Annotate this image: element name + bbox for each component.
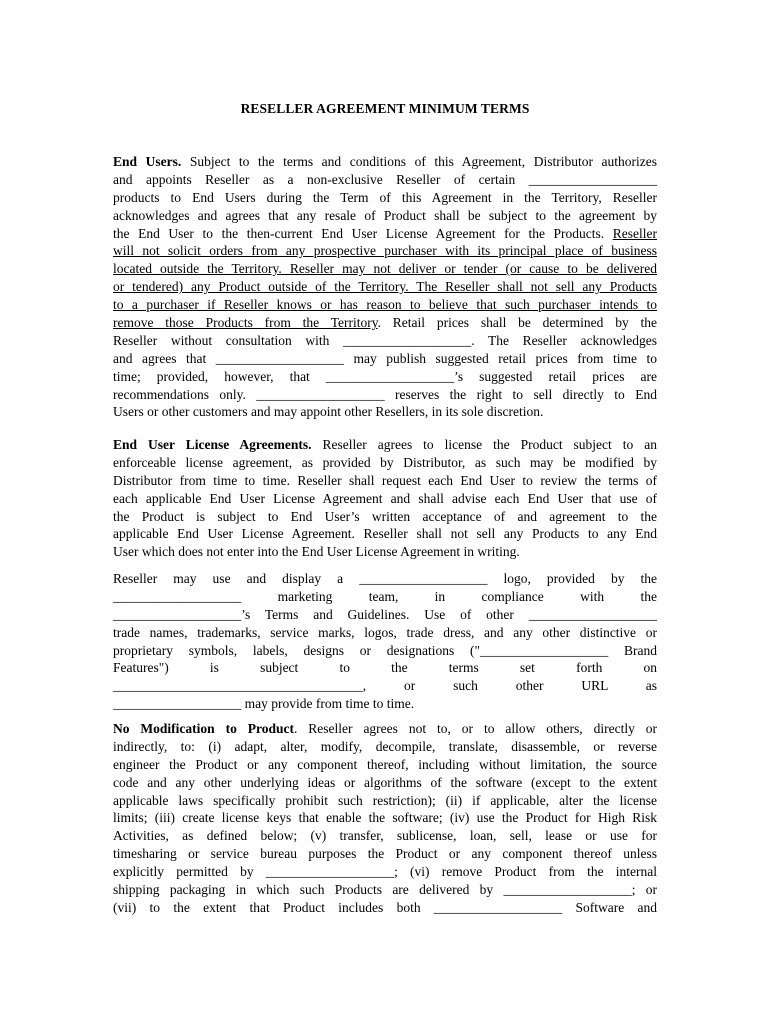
paragraph-line: engineer the Product or any component thereof, including without limitation, the source [113, 756, 657, 772]
paragraph-line: applicable End User License Agreement. Reseller shall not sell any Products to any End [113, 526, 657, 542]
paragraph-line: remove those Products from the Territory. Retail prices shall be determined by the [113, 315, 657, 331]
paragraph-line: indirectly, to: (i) adapt, alter, modify, decompile, translate, disassemble, or reverse [113, 738, 657, 754]
paragraph-line: time; provided, however, that ___________________’s suggested retail prices are [113, 368, 657, 384]
paragraph-line: proprietary symbols, labels, designs or designations ("___________________ Brand [113, 642, 657, 658]
paragraph-line: timesharing or service bureau purposes the Product or any component thereof unless [113, 846, 657, 862]
paragraph-line: Distributor from time to time. Reseller shall request each End User to review the terms of [113, 472, 657, 488]
paragraph-line: code and any other underlying ideas or algorithms of the software (except to the extent [113, 774, 657, 790]
paragraph-line: ___________________’s Terms and Guidelines. Use of other ___________________ [113, 606, 657, 622]
paragraph-line: Activities, as defined below; (v) transfer, sublicense, loan, sell, lease or use for [113, 828, 657, 844]
paragraph-line: and appoints Reseller as a non-exclusive Reseller of certain ___________________ [113, 171, 657, 187]
paragraph-heading: End Users. [113, 154, 182, 169]
paragraph-line: or tendered) any Product outside of the Territory. The Reseller shall not sell any Products [113, 279, 657, 295]
paragraph-line: No Modification to Product. Reseller agrees not to, or to allow others, directly or [113, 721, 657, 736]
paragraph-line: applicable laws specifically prohibit such restriction); (ii) if applicable, alter the license [113, 792, 657, 808]
paragraph-no-modification [113, 720, 657, 917]
paragraph-line: the End User to the then-current End User License Agreement for the Products. Reseller [113, 225, 657, 241]
paragraph-line: End User License Agreements. Reseller agrees to license the Product subject to an [113, 437, 657, 452]
paragraph-line: limits; (iii) create license keys that enable the software; (iv) use the Product for High Risk [113, 810, 657, 826]
paragraph-line: trade names, trademarks, service marks, logos, trade dress, and any other distinctive or [113, 624, 657, 640]
paragraph-line: End Users. Subject to the terms and conditions of this Agreement, Distributor authorizes [113, 154, 658, 169]
paragraph-line: Features") is subject to the terms set forth on [113, 660, 657, 676]
underlined-text: remove those Products from the Territory [113, 315, 378, 331]
paragraph-line: each applicable End User License Agreement and shall advise each End User that use of [113, 490, 657, 506]
paragraph-line: Reseller may use and display a ___________________ logo, provided by the [113, 571, 657, 586]
paragraph-heading: No Modification to Product [113, 721, 294, 736]
paragraph-line: acknowledges and agrees that any resale of Product shall be subject to the agreement by [113, 207, 657, 223]
paragraph-line: products to End Users during the Term of this Agreement in the Territory, Reseller [113, 189, 657, 205]
paragraph-line: ___________________ may provide from time to time. [113, 696, 415, 712]
paragraph-end-users [113, 153, 657, 421]
paragraph-line: and agrees that ___________________ may publish suggested retail prices from time to [113, 350, 657, 366]
paragraph-line: User which does not enter into the End User License Agreement in writing. [113, 544, 520, 560]
paragraph-end-user-license-agreements [113, 436, 657, 561]
paragraph-line: recommendations only. ___________________ reserves the right to sell directly to End [113, 386, 657, 402]
paragraph-line: (vii) to the extent that Product includes both ___________________ Software and [113, 899, 657, 915]
paragraph-line: ___________________ marketing team, in compliance with the [113, 588, 657, 604]
paragraph-line: enforceable license agreement, as provided by Distributor, as such may be modified by [113, 454, 657, 470]
paragraph-line: to a purchaser if Reseller knows or has reason to believe that such purchaser intends to [113, 297, 657, 313]
paragraph-line: Reseller without consultation with ___________________. The Reseller acknowledges [113, 332, 657, 348]
paragraph-line: located outside the Territory. Reseller may not deliver or tender (or cause to be delivered [113, 261, 657, 277]
paragraph-line: shipping packaging in which such Products are delivered by ___________________; or [113, 882, 657, 898]
paragraph-line: Users or other customers and may appoint other Resellers, in its sole discretion. [113, 404, 544, 420]
paragraph-line: the Product is subject to End User’s written acceptance of and agreement to the [113, 508, 657, 524]
paragraph-line: will not solicit orders from any prospective purchaser with its principal place of business [113, 243, 657, 259]
paragraph-line: _____________________________________, or such other URL as [113, 678, 657, 694]
underlined-text: Reseller [612, 225, 657, 241]
paragraph-heading: End User License Agreements. [113, 437, 312, 452]
paragraph-line: explicitly permitted by ___________________; (vi) remove Product from the internal [113, 864, 657, 880]
document-title: RESELLER AGREEMENT MINIMUM TERMS [240, 101, 530, 116]
paragraph-brand-features [113, 570, 657, 713]
